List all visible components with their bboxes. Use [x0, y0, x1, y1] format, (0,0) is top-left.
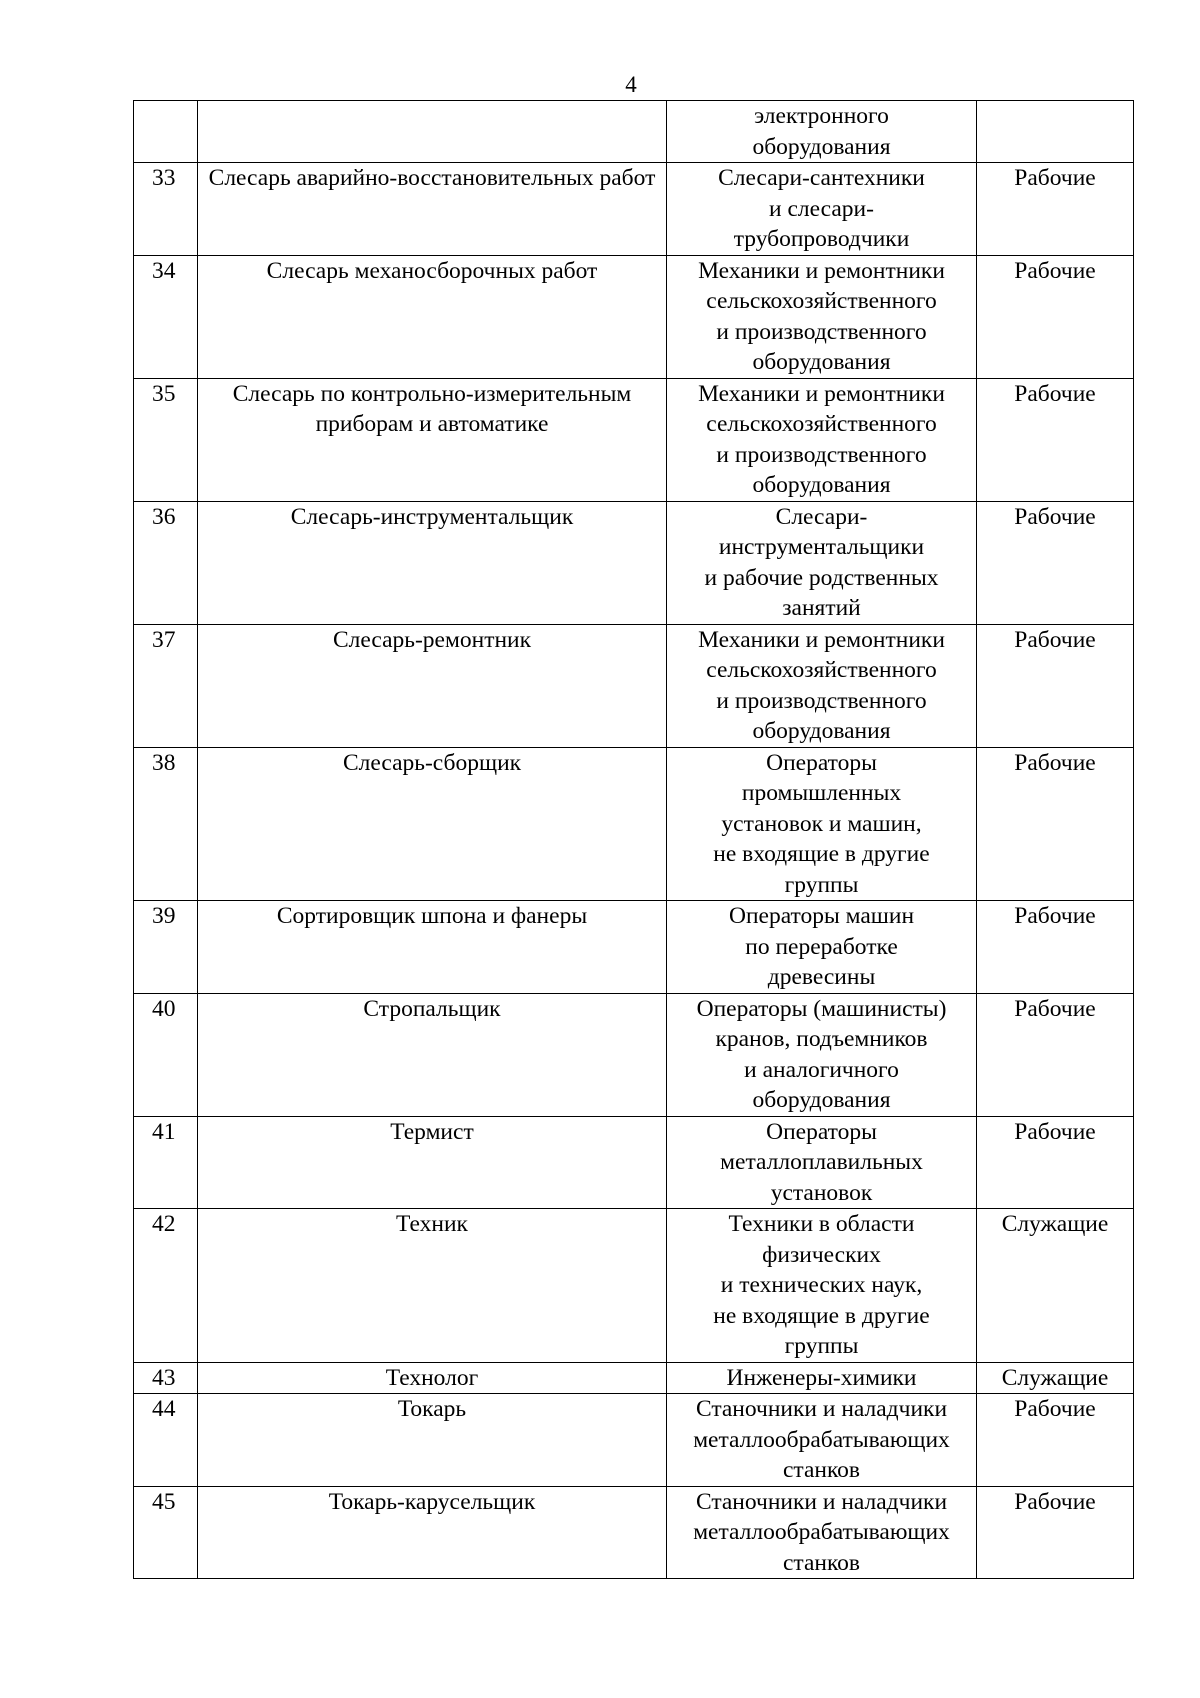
category-cell: Служащие — [977, 1362, 1134, 1394]
profession-cell: Слесарь по контрольно-измерительным приборам и автоматике — [198, 378, 667, 501]
category-cell: Рабочие — [977, 901, 1134, 994]
row-number-cell: 44 — [134, 1394, 198, 1487]
occupation-group-cell: Механики и ремонтники сельскохозяйственного и производственного оборудования — [667, 624, 977, 747]
category-cell: Рабочие — [977, 378, 1134, 501]
profession-cell: Слесарь механосборочных работ — [198, 255, 667, 378]
row-number-cell: 36 — [134, 501, 198, 624]
category-cell: Рабочие — [977, 501, 1134, 624]
row-number-cell: 42 — [134, 1209, 198, 1363]
table-row — [134, 1116, 1134, 1209]
occupation-group-cell: Операторы металлоплавильных установок — [667, 1116, 977, 1209]
category-cell — [977, 101, 1134, 163]
profession-cell: Токарь-карусельщик — [198, 1486, 667, 1579]
category-cell: Рабочие — [977, 1116, 1134, 1209]
table-row — [134, 1394, 1134, 1487]
occupation-group-cell: Техники в области физических и технических наук, не входящие в другие группы — [667, 1209, 977, 1363]
profession-cell: Технолог — [198, 1362, 667, 1394]
table-row — [134, 101, 1134, 163]
category-cell: Служащие — [977, 1209, 1134, 1363]
row-number-cell: 37 — [134, 624, 198, 747]
profession-cell: Сортировщик шпона и фанеры — [198, 901, 667, 994]
table-row — [134, 501, 1134, 624]
table-row — [134, 901, 1134, 994]
profession-cell: Слесарь-сборщик — [198, 747, 667, 901]
table-row — [134, 378, 1134, 501]
category-cell: Рабочие — [977, 624, 1134, 747]
row-number-cell: 43 — [134, 1362, 198, 1394]
table-row — [134, 747, 1134, 901]
occupation-group-cell: Слесари-сантехники и слесари- трубопроводчики — [667, 163, 977, 256]
profession-cell: Стропальщик — [198, 993, 667, 1116]
page-number: 4 — [625, 72, 637, 97]
profession-cell: Слесарь-инструментальщик — [198, 501, 667, 624]
row-number-cell: 41 — [134, 1116, 198, 1209]
row-number-cell: 40 — [134, 993, 198, 1116]
occupation-group-cell: Механики и ремонтники сельскохозяйственного и производственного оборудования — [667, 378, 977, 501]
category-cell: Рабочие — [977, 747, 1134, 901]
table-row — [134, 1486, 1134, 1579]
profession-cell: Техник — [198, 1209, 667, 1363]
occupations-table — [133, 100, 1134, 1579]
category-cell: Рабочие — [977, 1486, 1134, 1579]
occupation-group-cell: электронного оборудования — [667, 101, 977, 163]
profession-cell: Термист — [198, 1116, 667, 1209]
row-number-cell: 45 — [134, 1486, 198, 1579]
row-number-cell: 34 — [134, 255, 198, 378]
table-row — [134, 255, 1134, 378]
category-cell: Рабочие — [977, 1394, 1134, 1487]
occupation-group-cell: Операторы (машинисты) кранов, подъемников и аналогичного оборудования — [667, 993, 977, 1116]
category-cell: Рабочие — [977, 255, 1134, 378]
occupation-group-cell: Инженеры-химики — [667, 1362, 977, 1394]
row-number-cell: 35 — [134, 378, 198, 501]
table-row — [134, 624, 1134, 747]
profession-cell: Слесарь аварийно-восстановительных работ — [198, 163, 667, 256]
table-row — [134, 163, 1134, 256]
table-row — [134, 993, 1134, 1116]
row-number-cell — [134, 101, 198, 163]
occupation-group-cell: Слесари- инструментальщики и рабочие родственных занятий — [667, 501, 977, 624]
occupation-group-cell: Станочники и наладчики металлообрабатывающих станков — [667, 1394, 977, 1487]
profession-cell: Слесарь-ремонтник — [198, 624, 667, 747]
occupation-group-cell: Механики и ремонтники сельскохозяйственного и производственного оборудования — [667, 255, 977, 378]
occupation-group-cell: Операторы промышленных установок и машин, не входящие в другие группы — [667, 747, 977, 901]
occupation-group-cell: Операторы машин по переработке древесины — [667, 901, 977, 994]
profession-cell — [198, 101, 667, 163]
category-cell: Рабочие — [977, 163, 1134, 256]
table-row — [134, 1362, 1134, 1394]
row-number-cell: 33 — [134, 163, 198, 256]
row-number-cell: 39 — [134, 901, 198, 994]
profession-cell: Токарь — [198, 1394, 667, 1487]
row-number-cell: 38 — [134, 747, 198, 901]
table-row — [134, 1209, 1134, 1363]
occupation-group-cell: Станочники и наладчики металлообрабатывающих станков — [667, 1486, 977, 1579]
category-cell: Рабочие — [977, 993, 1134, 1116]
